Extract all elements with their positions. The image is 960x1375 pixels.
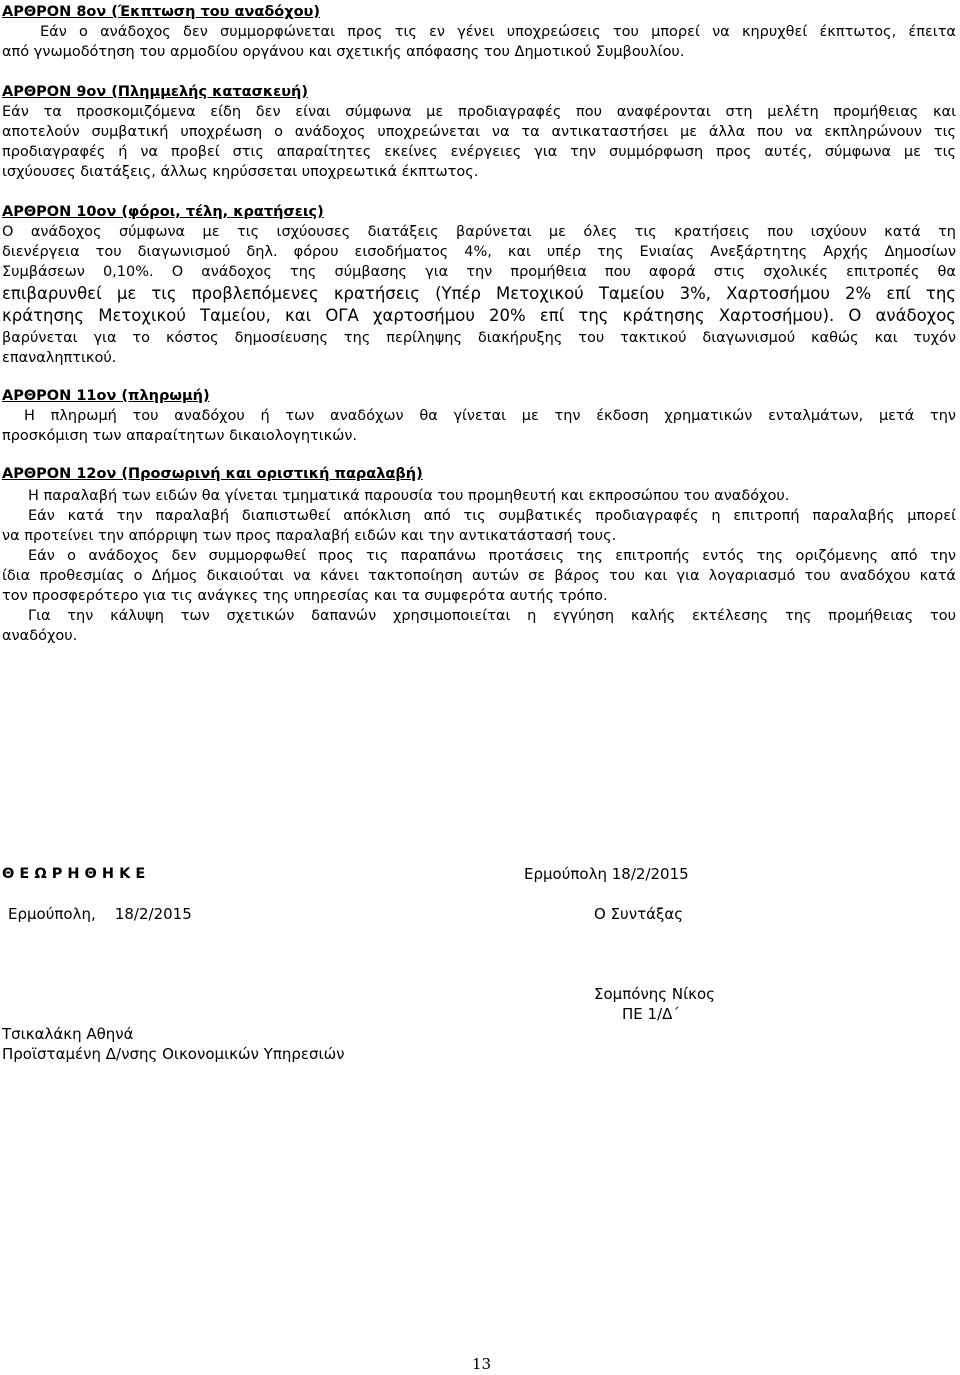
article-10-line: κράτησης Μετοχικού Ταμείου, και ΟΓΑ χαρτοσήμου 20% επί της κράτησης Χαρτοσήμου). Ο ανάδοχος bbox=[2, 306, 956, 325]
head-title: Προϊσταμένη Δ/νσης Οικονομικών Υπηρεσιών bbox=[2, 1045, 345, 1063]
composer-title: ΠΕ 1/Δ΄ bbox=[622, 1005, 680, 1023]
article-10-line: διενέργεια του διαγωνισμού δηλ. φόρου εισοδήματος 4%, και υπέρ της Ενιαίας Ανεξάρτητης Αρχής Δημοσίων bbox=[2, 244, 956, 260]
article-10-line: Συμβάσεων 0,10%. Ο ανάδοχος της σύμβασης για την προμήθεια που αφορά στις σχολικές επιτροπές θα bbox=[2, 264, 956, 280]
article-11-heading: ΑΡΘΡΟΝ 11ον (πληρωμή) bbox=[2, 388, 210, 404]
article-10-line: Ο ανάδοχος σύμφωνα με τις ισχύουσες διατάξεις βαρύνεται με όλες τις κρατήσεις που ισχύουν κατά τη bbox=[2, 224, 956, 240]
article-11-line: προσκόμιση των απαραίτητων δικαιολογητικών. bbox=[2, 428, 358, 444]
article-12-line: τον προσφερότερο για τις ανάγκες της υπηρεσίας και τα συμφερότα αυτής τρόπο. bbox=[2, 588, 608, 604]
article-8-line: Εάν ο ανάδοχος δεν συμμορφώνεται προς τις εν γένει υποχρεώσεις του μπορεί να κηρυχθεί έκπτωτος, έπειτα bbox=[40, 24, 956, 40]
article-12-line: Η παραλαβή των ειδών θα γίνεται τμηματικά παρουσία του προμηθευτή και εκπροσώπου του αναδόχου. bbox=[28, 488, 790, 504]
approved-place-date: Ερμούπολη 18/2/2015 bbox=[524, 865, 689, 883]
article-10-line: επιβαρυνθεί με τις προβλεπόμενες κρατήσεις (Υπέρ Μετοχικού Ταμείου 3%, Χαρτοσήμου 2% επί της bbox=[2, 284, 956, 303]
page-number: 13 bbox=[472, 1355, 492, 1373]
approved-label: Θ Ε Ω Ρ Η Θ Η Κ Ε bbox=[2, 866, 146, 882]
composer-label: Ο Συντάξας bbox=[594, 905, 684, 923]
article-12-line: Εάν κατά την παραλαβή διαπιστωθεί απόκλιση από τις συμβατικές προδιαγραφές η επιτροπή παραλαβής μπορεί bbox=[28, 508, 956, 524]
article-9-line: αποτελούν συμβατική υποχρέωση ο ανάδοχος υποχρεώνεται να τα αντικαταστήσει με άλλα που να εκπληρώνουν τις bbox=[2, 124, 956, 140]
head-name: Τσικαλάκη Αθηνά bbox=[2, 1025, 134, 1043]
article-12-line: ίδια προθεσμίας ο Δήμος δικαιούται να κάνει τακτοποίηση αυτών σε βάρος του και για λογαριασμό του αναδόχου κατά bbox=[2, 568, 956, 584]
article-9-line: προδιαγραφές ή να προβεί στις απαραίτητες εκείνες ενέργειες για την συμμόρφωση προς αυτές, σύμφωνα με τις bbox=[2, 144, 956, 160]
article-9-line: Εάν τα προσκομιζόμενα είδη δεν είναι σύμφωνα με προδιαγραφές που αναφέρονται στη μελέτη προμήθειας και bbox=[2, 104, 956, 120]
article-11-line: Η πληρωμή του αναδόχου ή των αναδόχων θα γίνεται με την έκδοση χρηματικών ενταλμάτων, μετά την bbox=[24, 408, 956, 424]
article-12-line: Για την κάλυψη των σχετικών δαπανών χρησιμοποιείται η εγγύηση καλής εκτέλεσης της προμήθειας του bbox=[28, 608, 956, 624]
article-8-line: από γνωμοδότηση του αρμοδίου οργάνου και σχετικής απόφασης του Δημοτικού Συμβουλίου. bbox=[2, 44, 685, 60]
article-10-heading: ΑΡΘΡΟΝ 10ον (φόροι, τέλη, κρατήσεις) bbox=[2, 204, 324, 220]
article-12-line: αναδόχου. bbox=[2, 628, 78, 644]
signing-place-date: Ερμούπολη, 18/2/2015 bbox=[8, 905, 192, 923]
article-10-line: βαρύνεται για το κόστος δημοσίευσης της περίληψης διακήρυξης του τακτικού διαγωνισμού καθώς και τυχόν bbox=[2, 330, 956, 346]
article-10-line: επαναληπτικού. bbox=[2, 350, 117, 366]
article-9-line: ισχύουσες διατάξεις, άλλως κηρύσσεται υποχρεωτικά έκπτωτος. bbox=[2, 164, 479, 180]
article-12-heading: ΑΡΘΡΟΝ 12ον (Προσωρινή και οριστική παραλαβή) bbox=[2, 466, 423, 482]
article-8-heading: ΑΡΘΡΟΝ 8ον (Έκπτωση του αναδόχου) bbox=[2, 4, 320, 20]
article-12-line: Εάν ο ανάδοχος δεν συμμορφωθεί προς τις παραπάνω προτάσεις της επιτροπής εντός της οριζόμενης από την bbox=[28, 548, 956, 564]
article-12-line: να προτείνει την απόρριψη των προς παραλαβή ειδών και την αντικατάστασή τους. bbox=[2, 528, 617, 544]
composer-name: Σομπόνης Νίκος bbox=[594, 985, 715, 1003]
article-9-heading: ΑΡΘΡΟΝ 9ον (Πλημμελής κατασκευή) bbox=[2, 84, 308, 100]
